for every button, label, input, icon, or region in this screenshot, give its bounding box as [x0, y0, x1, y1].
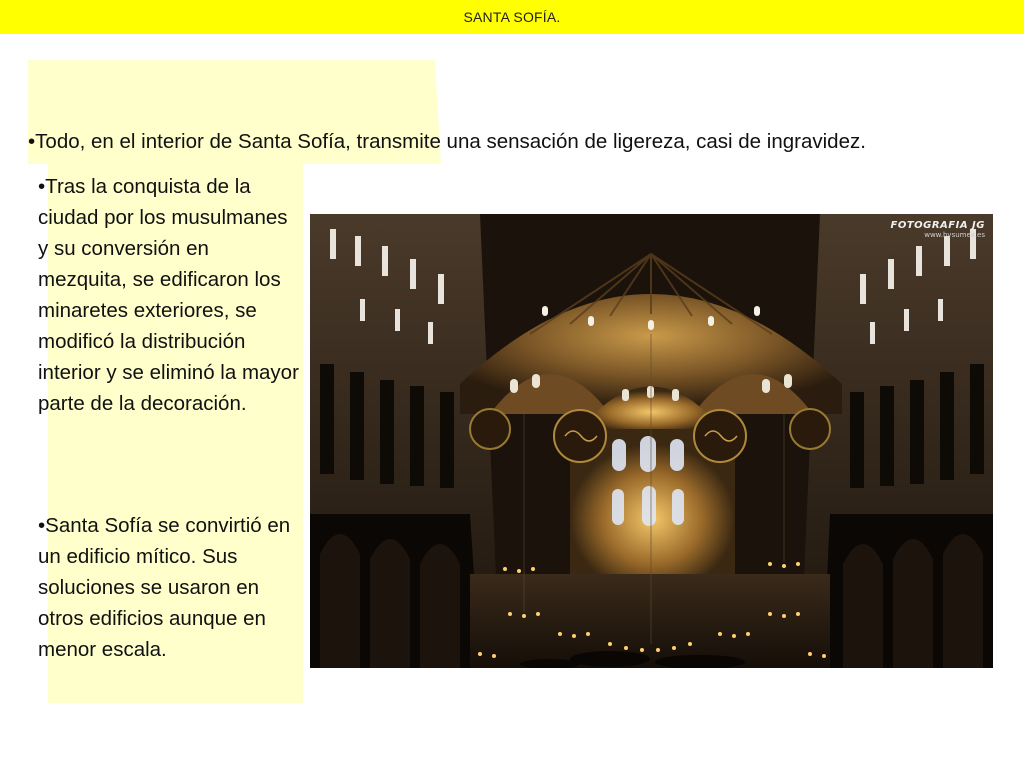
watermark-url: www.bysumex.es: [924, 231, 985, 239]
side-bullet-mythic: •Santa Sofía se convirtió en un edificio mítico. Sus soluciones se usaron en otros edificios aunque en menor escala.: [38, 514, 291, 661]
main-bullet: •Todo, en el interior de Santa Sofía, transmite una sensación de ligereza, casi de ingravidez.: [28, 130, 866, 153]
photo-illustration: [310, 214, 993, 668]
side-bullet-conquest: •Tras la conquista de la ciudad por los musulmanes y su conversión en mezquita, se edificaron los minaretes exteriores, se modificó la distribución interior y se eliminó la mayor parte de la decoración.: [38, 175, 299, 415]
header-bar: [0, 0, 1024, 34]
watermark-brand: FOTOGRAFIA JG: [890, 220, 985, 231]
slide-title: SANTA SOFÍA.: [463, 9, 561, 25]
hagia-sophia-interior-photo: [310, 214, 993, 668]
photo-watermark: [890, 220, 985, 239]
